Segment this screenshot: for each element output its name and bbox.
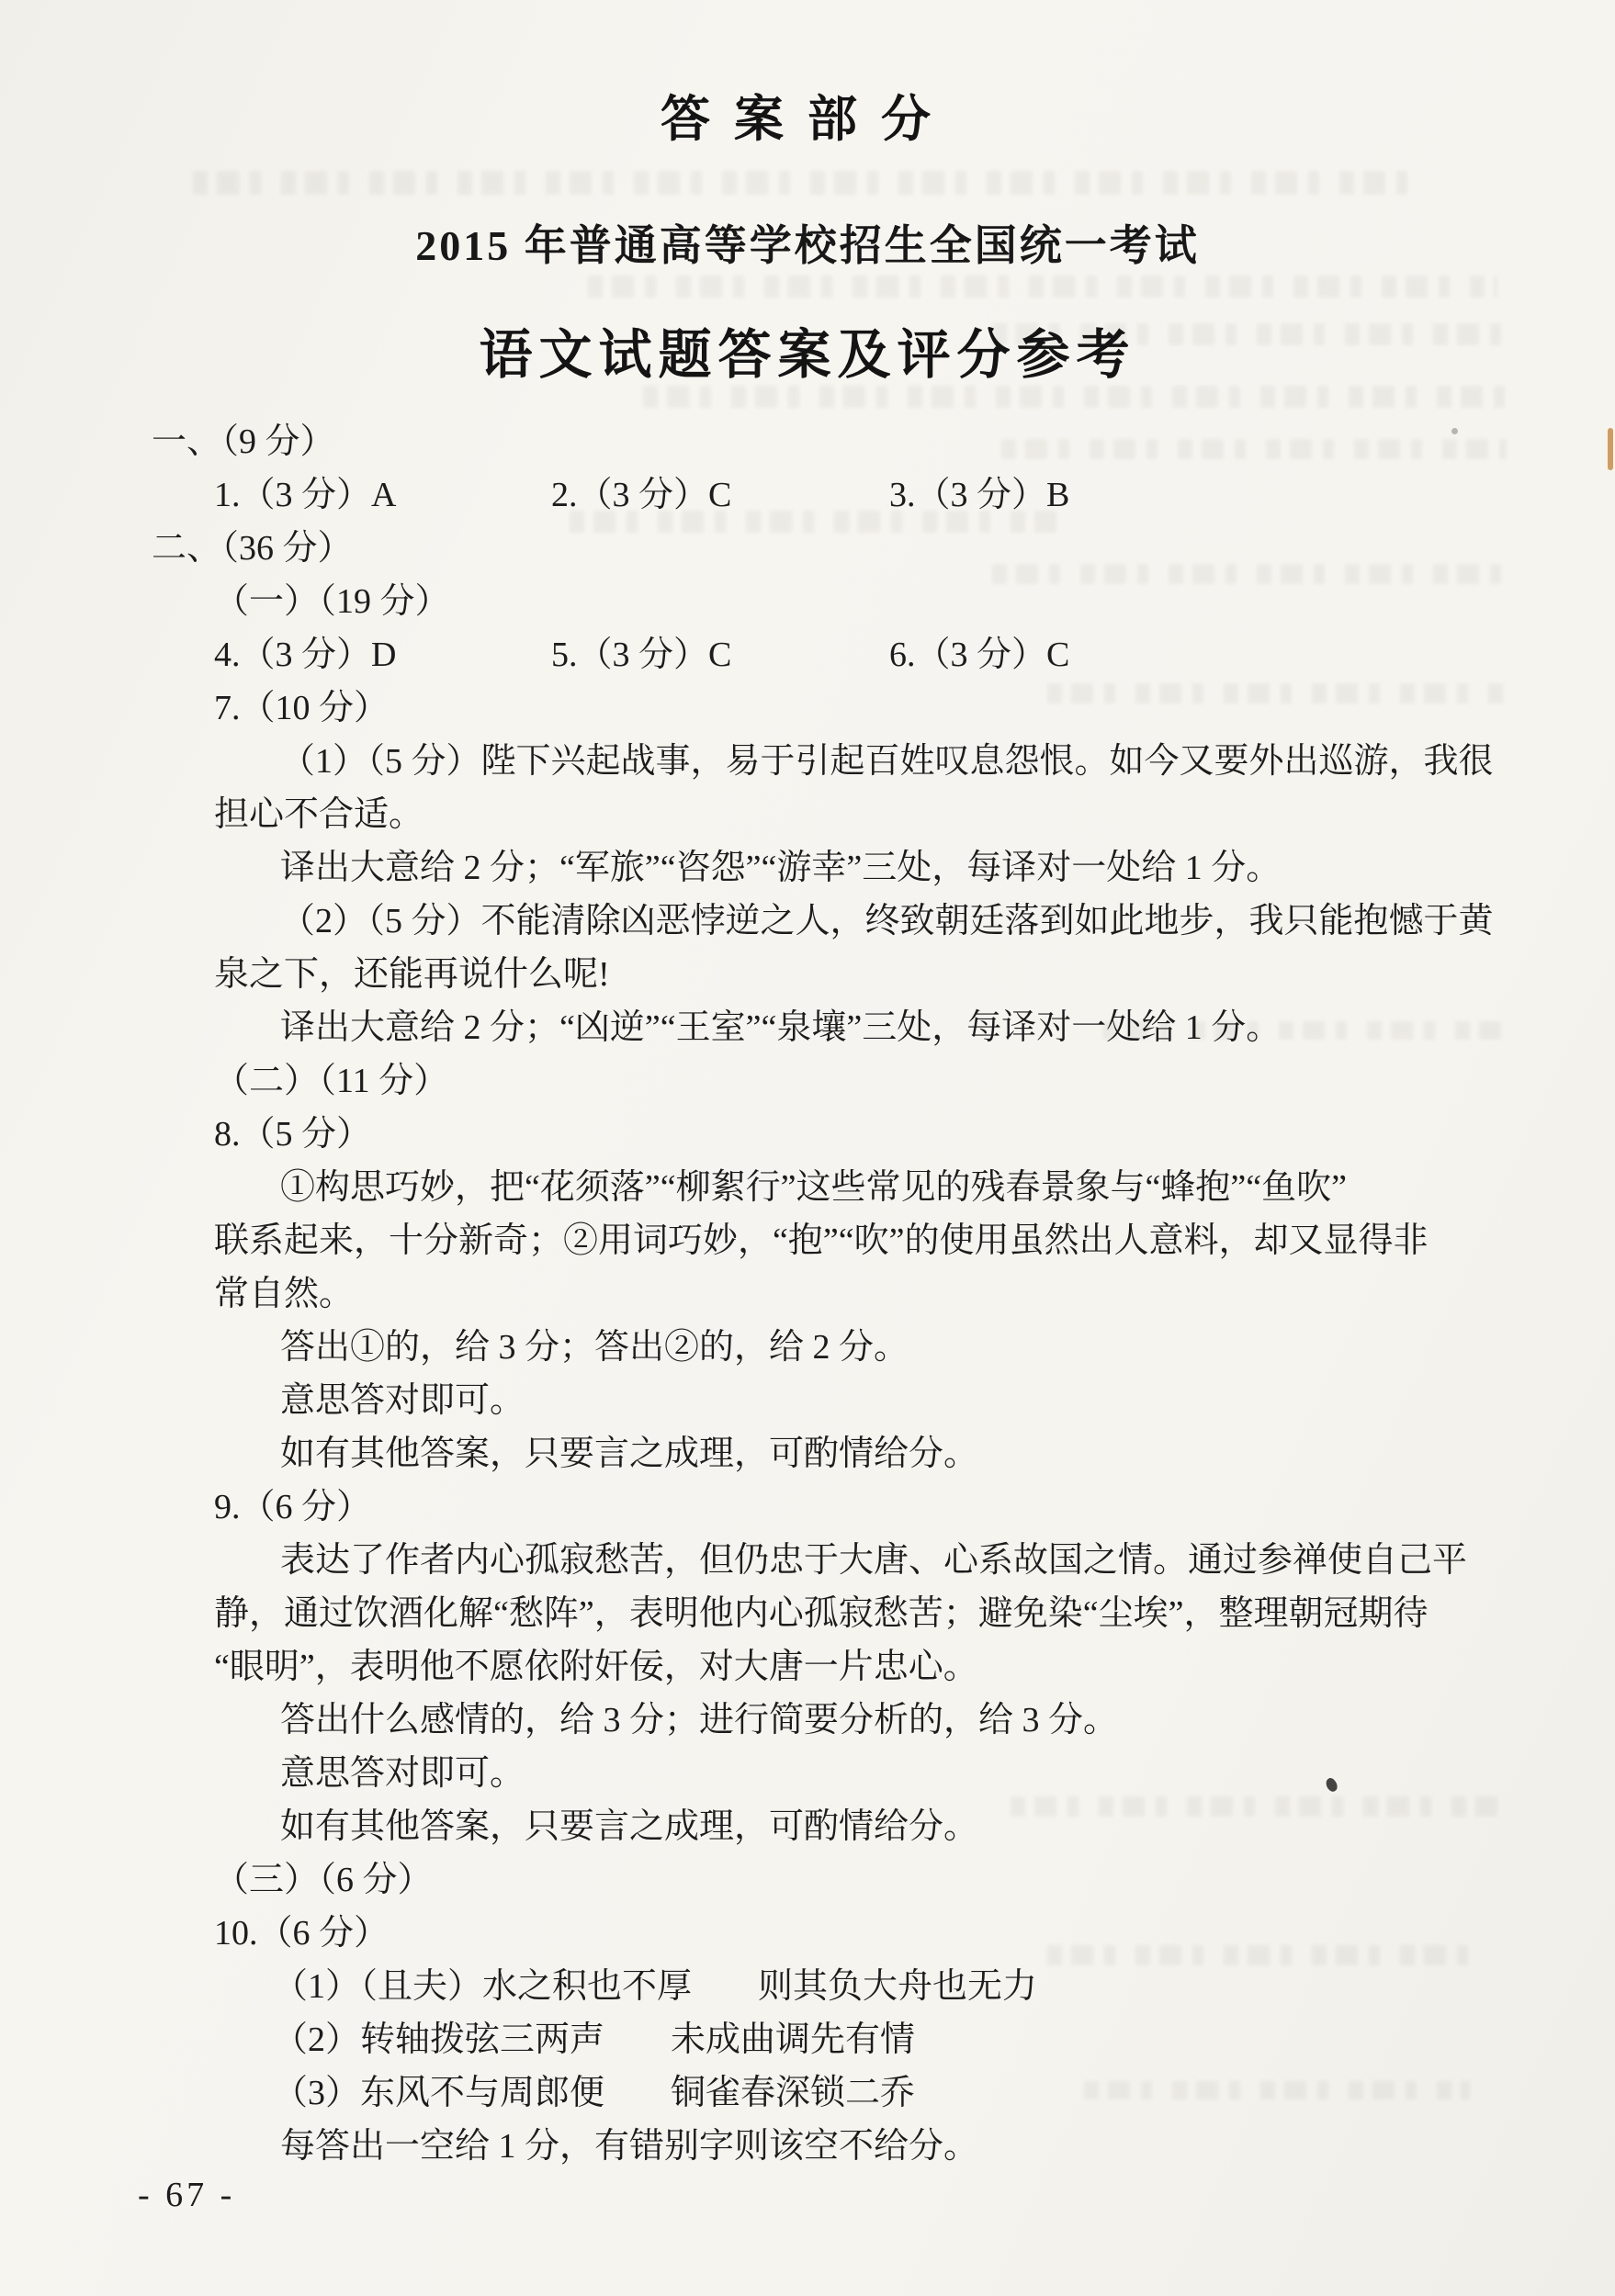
ink-speck <box>1451 428 1458 434</box>
answer-item: 3.（3 分）B <box>889 476 1070 514</box>
recitation-second-half: 铜雀春深锁二乔 <box>671 2074 916 2112</box>
text-line: ①构思巧妙，把“花须落”“柳絮行”这些常见的残春景象与“蜂抱”“鱼吹” <box>280 1168 1347 1207</box>
text-line: “眼明”，表明他不愿依附奸佞，对大唐一片忠心。 <box>214 1648 978 1686</box>
text-line: 译出大意给 2 分；“军旅”“咨怨”“游幸”三处，每译对一处给 1 分。 <box>280 849 1282 887</box>
text-line: 意思答对即可。 <box>280 1754 525 1793</box>
recitation-answer-line <box>0 2066 1615 2120</box>
document-heading: 语文试题答案及评分参考 <box>479 323 1136 386</box>
text-line: 9.（6 分） <box>214 1488 372 1526</box>
page-title: 答案部分 <box>661 90 954 148</box>
text-line: 二、（36 分） <box>152 529 353 568</box>
bleed-through-artifact <box>588 276 1497 298</box>
text-line: 常自然。 <box>214 1275 355 1313</box>
answer-item: 2.（3 分）C <box>551 476 732 514</box>
text-line: （二）（11 分） <box>214 1062 449 1100</box>
text-line: （一）（19 分） <box>214 582 450 621</box>
text-line: 10.（6 分） <box>214 1914 390 1953</box>
bleed-through-artifact <box>193 171 1424 195</box>
answer-item: 4.（3 分）D <box>214 636 397 674</box>
text-line: 如有其他答案，只要言之成理，可酌情给分。 <box>280 1807 979 1846</box>
exam-title: 2015 年普通高等学校招生全国统一考试 <box>415 222 1200 269</box>
text-line: 如有其他答案，只要言之成理，可酌情给分。 <box>280 1435 979 1473</box>
page-edge-mark <box>1608 428 1613 470</box>
text-line: 表达了作者内心孤寂愁苦，但仍忠于大唐、心系故国之情。通过参禅使自己平 <box>280 1541 1468 1580</box>
text-line: 一、（9 分） <box>152 422 335 461</box>
text-line: 联系起来，十分新奇；②用词巧妙，“抱”“吹”的使用虽然出人意料，却又显得非 <box>214 1221 1429 1260</box>
text-line: 译出大意给 2 分；“凶逆”“王室”“泉壤”三处，每译对一处给 1 分。 <box>280 1008 1282 1047</box>
text-line: 泉之下，还能再说什么呢! <box>214 955 610 994</box>
recitation-first-half: （1）（且夫）水之积也不厚 <box>273 1967 693 2006</box>
text-line: 7.（10 分） <box>214 689 390 727</box>
recitation-second-half: 则其负大舟也无力 <box>758 1967 1038 2006</box>
answer-item: 1.（3 分）A <box>214 476 397 514</box>
recitation-first-half: （2）转轴拨弦三两声 <box>273 2020 605 2059</box>
recitation-answer-line <box>0 1960 1615 2013</box>
text-line: （三）（6 分） <box>214 1861 433 1899</box>
text-line: 每答出一空给 1 分，有错别字则该空不给分。 <box>280 2127 979 2166</box>
text-line: 静，通过饮酒化解“愁阵”，表明他内心孤寂愁苦；避免染“尘埃”，整理朝冠期待 <box>214 1594 1429 1633</box>
recitation-first-half: （3）东风不与周郎便 <box>273 2074 605 2112</box>
text-line: 答出什么感情的，给 3 分；进行简要分析的，给 3 分。 <box>280 1701 1119 1739</box>
page-number: - 67 - <box>138 2176 236 2214</box>
text-line: （1）（5 分）陛下兴起战事，易于引起百姓叹息怨恨。如今又要外出巡游，我很 <box>280 742 1494 781</box>
text-line: 答出①的，给 3 分；答出②的，给 2 分。 <box>280 1328 909 1367</box>
text-line: 意思答对即可。 <box>280 1381 525 1420</box>
answer-content <box>0 415 1615 2173</box>
text-line: （2）（5 分）不能清除凶恶悖逆之人，终致朝廷落到如此地步，我只能抱憾于黄 <box>280 902 1494 940</box>
recitation-answer-line <box>0 2013 1615 2066</box>
recitation-second-half: 未成曲调先有情 <box>671 2020 916 2059</box>
answer-row <box>0 628 1615 681</box>
answer-item: 6.（3 分）C <box>889 636 1070 674</box>
answer-row <box>0 468 1615 522</box>
text-line: 8.（5 分） <box>214 1115 372 1154</box>
answer-item: 5.（3 分）C <box>551 636 732 674</box>
bleed-through-artifact <box>643 386 1507 408</box>
text-line: 担心不合适。 <box>214 795 424 834</box>
